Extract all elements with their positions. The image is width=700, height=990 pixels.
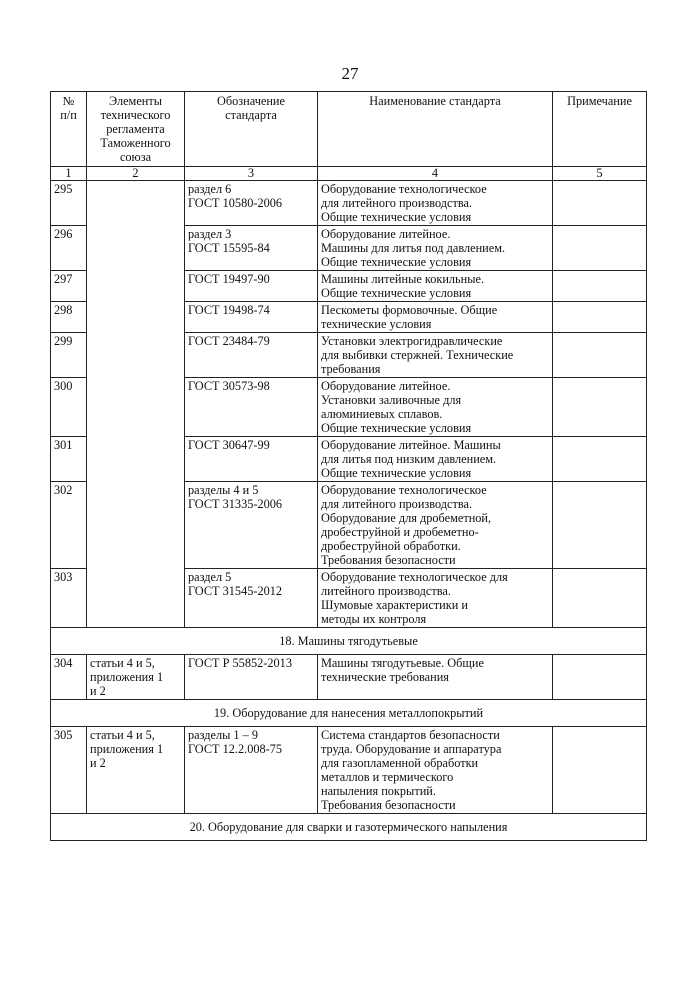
section-heading: 19. Оборудование для нанесения металлопокрытий [51,700,647,727]
section-row [51,628,647,655]
row-number: 305 [51,727,87,814]
section-row [51,700,647,727]
header-num: № п/п [51,92,87,167]
note-cell [553,333,647,378]
section-heading: 20. Оборудование для сварки и газотермического напыления [51,814,647,841]
standard-name: Оборудование технологическое для литейного производства. Общие технические условия [318,181,553,226]
row-number: 304 [51,655,87,700]
standard-name: Машины литейные кокильные. Общие технические условия [318,271,553,302]
note-cell [553,655,647,700]
standard-designation: ГОСТ 30647-99 [185,437,318,482]
table-row [51,727,647,814]
column-number-row [51,167,647,181]
row-number: 302 [51,482,87,569]
standard-name: Установки электрогидравлические для выбивки стержней. Технические требования [318,333,553,378]
standard-designation: ГОСТ Р 55852-2013 [185,655,318,700]
note-cell [553,482,647,569]
column-number: 2 [87,167,185,181]
table-row [51,181,647,226]
row-number: 300 [51,378,87,437]
column-number: 1 [51,167,87,181]
standards-table [50,91,647,841]
column-number: 3 [185,167,318,181]
header-designation: Обозначение стандарта [185,92,318,167]
note-cell [553,727,647,814]
standard-name: Пескометы формовочные. Общие технические условия [318,302,553,333]
regulation-elements: статьи 4 и 5, приложения 1 и 2 [87,727,185,814]
note-cell [553,437,647,482]
note-cell [553,181,647,226]
standard-name: Система стандартов безопасности труда. Оборудование и аппаратура для газопламенной обработки металлов и термического напыления покрытий. Требования безопасности [318,727,553,814]
table-header-row [51,92,647,167]
page-number: 27 [341,64,359,83]
row-number: 295 [51,181,87,226]
standard-designation: ГОСТ 23484-79 [185,333,318,378]
row-number: 303 [51,569,87,628]
standard-name: Оборудование литейное. Установки заливочные для алюминиевых сплавов. Общие технические условия [318,378,553,437]
standard-name: Оборудование технологическое для литейного производства. Шумовые характеристики и методы их контроля [318,569,553,628]
standard-designation: ГОСТ 30573-98 [185,378,318,437]
header-note: Примечание [553,92,647,167]
section-row [51,814,647,841]
standard-designation: раздел 6 ГОСТ 10580-2006 [185,181,318,226]
note-cell [553,569,647,628]
row-number: 296 [51,226,87,271]
note-cell [553,302,647,333]
row-number: 298 [51,302,87,333]
column-number: 5 [553,167,647,181]
note-cell [553,226,647,271]
row-number: 301 [51,437,87,482]
standard-name: Оборудование литейное. Машины для литья под давлением. Общие технические условия [318,226,553,271]
standard-designation: ГОСТ 19497-90 [185,271,318,302]
elements-cell-empty [87,181,185,628]
section-heading: 18. Машины тягодутьевые [51,628,647,655]
standard-designation: раздел 3 ГОСТ 15595-84 [185,226,318,271]
standard-name: Оборудование технологическое для литейного производства. Оборудование для дробеметной, дробеструйной и дробеметно- дробеструйной обработки. Требования безопасности [318,482,553,569]
standard-name: Машины тягодутьевые. Общие технические требования [318,655,553,700]
note-cell [553,271,647,302]
row-number: 299 [51,333,87,378]
regulation-elements: статьи 4 и 5, приложения 1 и 2 [87,655,185,700]
standard-designation: разделы 4 и 5 ГОСТ 31335-2006 [185,482,318,569]
header-name: Наименование стандарта [318,92,553,167]
table-row [51,655,647,700]
standard-designation: раздел 5 ГОСТ 31545-2012 [185,569,318,628]
note-cell [553,378,647,437]
standard-designation: ГОСТ 19498-74 [185,302,318,333]
header-elements: Элементы технического регламента Таможенного союза [87,92,185,167]
row-number: 297 [51,271,87,302]
standard-name: Оборудование литейное. Машины для литья под низким давлением. Общие технические условия [318,437,553,482]
standard-designation: разделы 1 – 9 ГОСТ 12.2.008-75 [185,727,318,814]
column-number: 4 [318,167,553,181]
